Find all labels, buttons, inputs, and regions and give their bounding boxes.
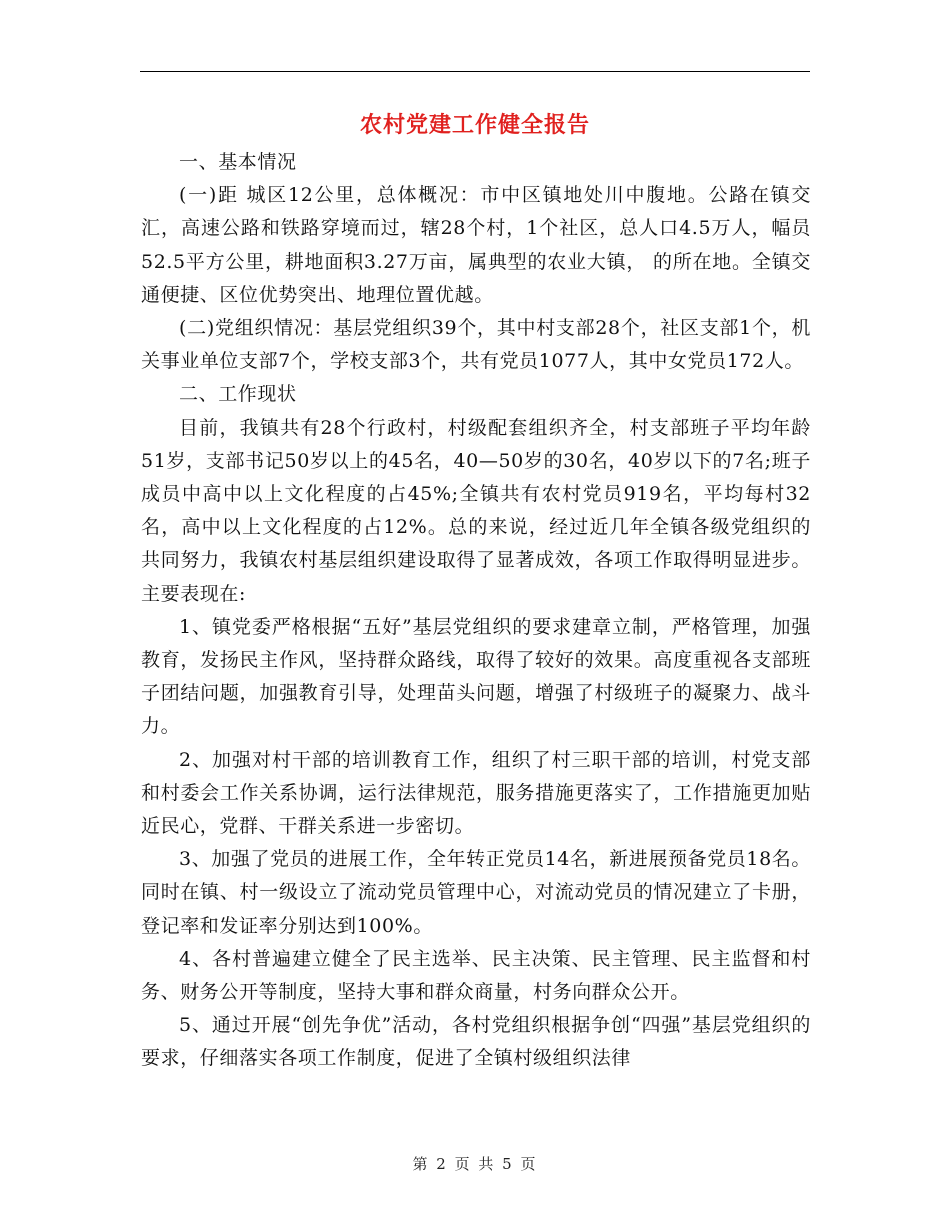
- paragraph-item-2: 2、加强对村干部的培训教育工作，组织了村三职干部的培训，村党支部和村委会工作关系协调，运行法律规范，服务措施更落实了，工作措施更加贴近民心，党群、干群关系进一步密切。: [141, 748, 811, 838]
- paragraph-current-status: 目前，我镇共有28个行政村，村级配套组织齐全，村支部班子平均年龄51岁，支部书记50岁以上的45名，40—50岁的30名，40岁以下的7名;班子成员中高中以上文化程度的占45%;全镇共有农村党员919名，平均每村32名，高中以上文化程度的占12%。总的来说，经过近几年全镇各级党组织的共同努力，我镇农村基层组织建设取得了显著成效，各项工作取得明显进步。主要表现在:: [141, 416, 811, 605]
- paragraph-item-1: 1、镇党委严格根据“五好”基层党组织的要求建章立制，严格管理，加强教育，发扬民主作风，坚持群众路线，取得了较好的效果。高度重视各支部班子团结问题，加强教育引导，处理苗头问题，增强了村级班子的凝聚力、战斗力。: [141, 615, 811, 738]
- page-number: 第 2 页 共 5 页: [412, 1155, 538, 1173]
- document-title: 农村党建工作健全报告: [359, 112, 590, 138]
- section-heading-status: 二、工作现状: [179, 383, 297, 406]
- paragraph-item-3: 3、加强了党员的进展工作，全年转正党员14名，新进展预备党员18名。同时在镇、村一级设立了流动党员管理中心，对流动党员的情况建立了卡册，登记率和发证率分别达到100%。: [141, 848, 811, 937]
- paragraph-item-4: 4、各村普遍建立健全了民主选举、民主决策、民主管理、民主监督和村务、财务公开等制度，坚持大事和群众商量，村务向群众公开。: [141, 947, 811, 1004]
- document-body: [141, 146, 811, 1076]
- paragraph-item-5: 5、通过开展“创先争优”活动，各村党组织根据争创“四强”基层党组织的要求，仔细落实各项工作制度，促进了全镇村级组织法律: [141, 1014, 811, 1070]
- section-heading-basic: 一、基本情况: [179, 151, 297, 173]
- paragraph-party-organization: (二)党组织情况：基层党组织39个，其中村支部28个，社区支部1个，机关事业单位支部7个，学校支部3个，共有党员1077人，其中女党员172人。: [141, 317, 811, 373]
- paragraph-overview: (一)距 城区12公里，总体概况：市中区镇地处川中腹地。公路在镇交汇，高速公路和铁路穿境而过，辖28个村，1个社区，总人口4.5万人，幅员52.5平方公里，耕地面积3.27万亩，属典型的农业大镇， 的所在地。全镇交通便捷、区位优势突出、地理位置优越。: [141, 184, 811, 306]
- header-rule: [140, 71, 810, 72]
